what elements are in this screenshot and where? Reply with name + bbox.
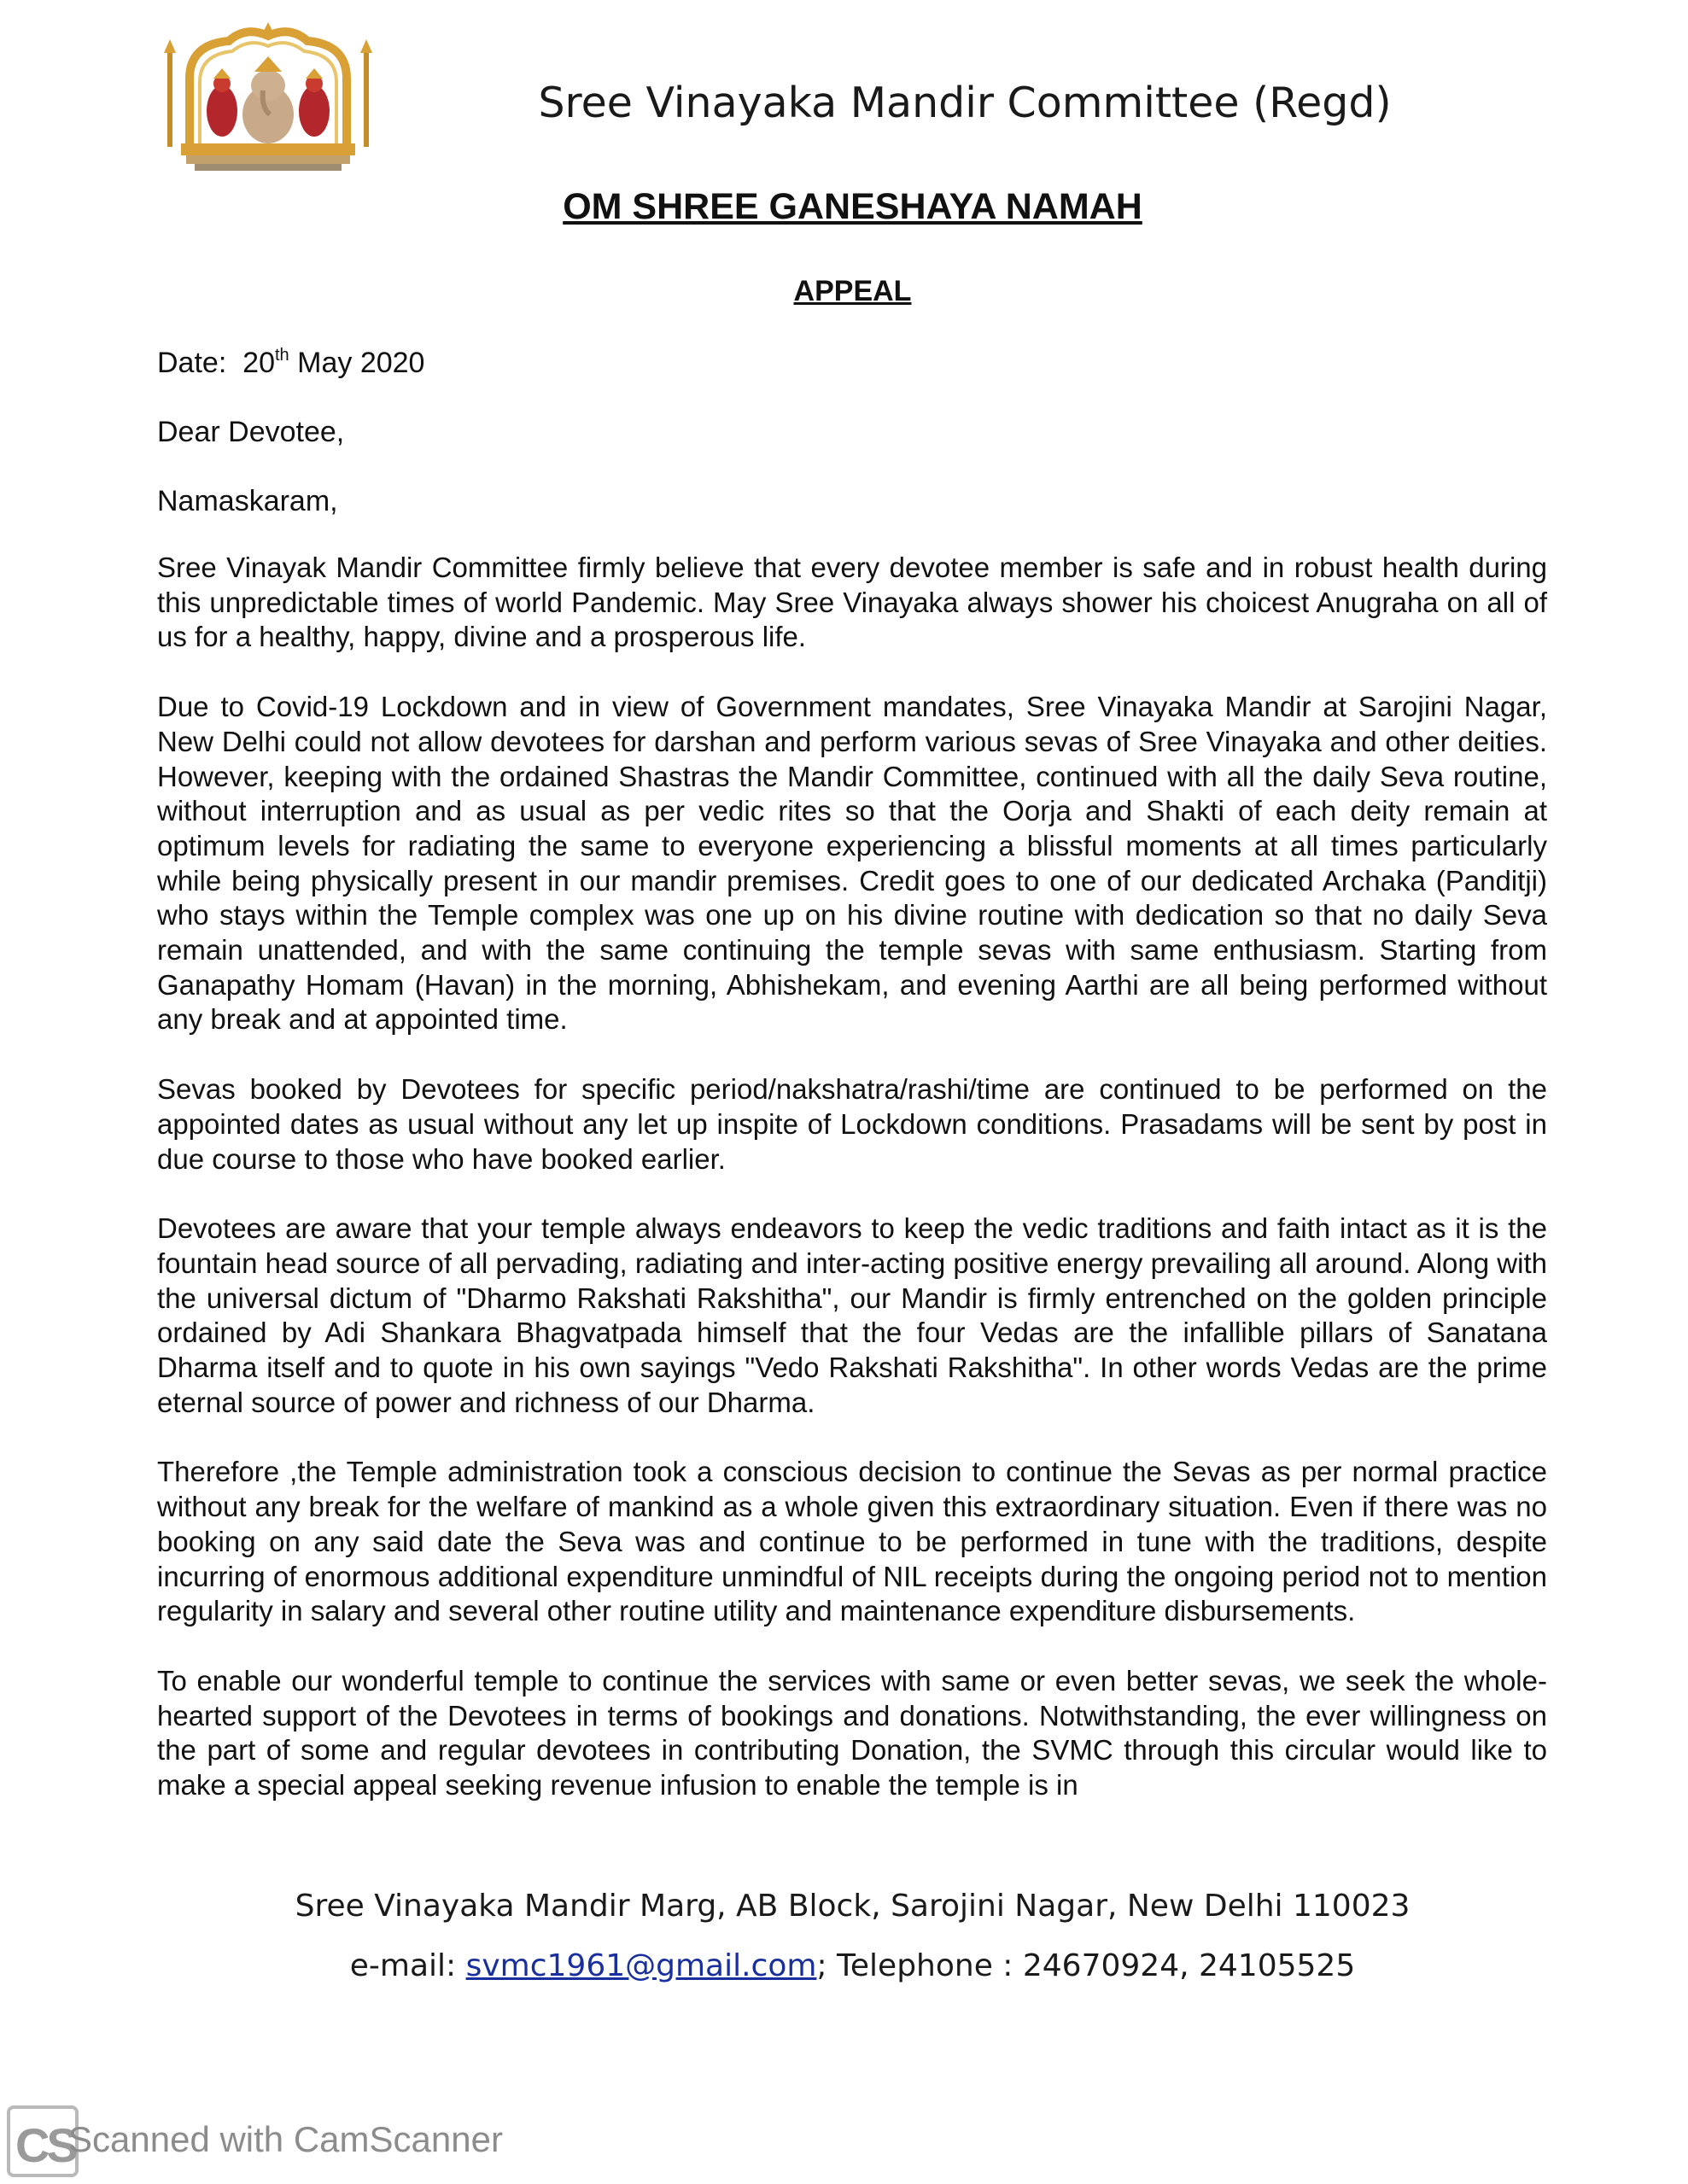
salutation: Namaskaram, xyxy=(157,485,338,517)
paragraph: Therefore ,the Temple administration took a conscious decision to continue the Sevas as per normal practice without any break for the welfare of mankind as a whole given this extraordinary situation. Even if there was no booking on any said date the Seva was and continue to be performed in tune with the traditions, despite incurring of enormous additional expenditure unmindful of NIL receipts during the ongoing period not to mention regularity in salary and several other routine utility and maintenance expenditure disbursements. xyxy=(157,1456,1547,1627)
paragraph: Sevas booked by Devotees for specific period/nakshatra/rashi/time are continued to be performed on the appointed dates as usual without any let up inspite of Lockdown conditions. Prasadams will be sent by post in due course to those who have booked earlier. xyxy=(157,1073,1547,1175)
watermark-text: Scanned with CamScanner xyxy=(68,2119,503,2159)
footer-contact xyxy=(0,1948,1688,1983)
phone-numbers: 24670924, 24105525 xyxy=(1022,1948,1356,1983)
paragraph: Sree Vinayak Mandir Committee firmly believe that every devotee member is safe and in robust health during this unpredictable times of world Pandemic. May Sree Vinayaka always shower his choicest Anugraha on all of us for a healthy, happy, divine and a prosperous life. xyxy=(157,552,1547,653)
page-subtitle: APPEAL xyxy=(793,275,912,307)
date-suffix: th xyxy=(275,346,289,365)
paragraph: To enable our wonderful temple to continue the services with same or even better sevas, we seek the whole-hearted support of the Devotees in terms of bookings and donations. Notwithstanding, the ever willingness on the part of some and regular devotees in contributing Donation, the SVMC through this circular would like to make a special appeal seeking revenue infusion to enable the temple is in xyxy=(157,1664,1547,1802)
phone-label: ; Telephone : xyxy=(816,1948,1023,1983)
page-title: OM SHREE GANESHAYA NAMAH xyxy=(563,186,1142,227)
email-label: e-mail: xyxy=(349,1948,466,1983)
date-day: 20 xyxy=(242,347,275,379)
letter-body xyxy=(157,551,1547,1838)
camscanner-icon-text: CS xyxy=(15,2118,75,2172)
letter-date xyxy=(157,343,424,382)
date-label: Date: xyxy=(157,347,227,379)
date-month-year: May 2020 xyxy=(297,347,425,379)
paragraph: Due to Covid-19 Lockdown and in view of Government mandates, Sree Vinayaka Mandir at Sarojini Nagar, New Delhi could not allow devotees for darshan and perform various sevas of Sree Vinayaka and other deities. However, keeping with the ordained Shastras the Mandir Committee, continued with all the daily Seva routine, without interruption and as usual as per vedic rites so that the Oorja and Shakti of each deity remain at optimum levels for radiating the same to everyone experiencing a blissful moments at all times particularly while being physically present in our mandir premises. Credit goes to one of our dedicated Archaka (Panditji) who stays within the Temple complex was one up on his divine routine with dedication so that no daily Seva remain unattended, and with the same continuing the temple sevas with same enthusiasm. Starting from Ganapathy Homam (Havan) in the morning, Abhishekam, and evening Aarthi are all being performed without any break and at appointed time. xyxy=(157,691,1547,1036)
footer-address: Sree Vinayaka Mandir Marg, AB Block, Sarojini Nagar, New Delhi 110023 xyxy=(295,1889,1411,1924)
temple-logo-icon xyxy=(161,19,376,172)
greeting: Dear Devotee, xyxy=(157,416,345,448)
org-name: Sree Vinayaka Mandir Committee (Regd) xyxy=(538,79,1392,127)
camscanner-watermark xyxy=(7,2102,519,2179)
email-link[interactable]: svmc1961@gmail.com xyxy=(465,1948,817,1983)
paragraph: Devotees are aware that your temple always endeavors to keep the vedic traditions and faith intact as it is the fountain head source of all pervading, radiating and inter-acting positive energy prevailing all around. Along with the universal dictum of "Dharmo Rakshati Rakshitha", our Mandir is firmly entrenched on the golden principle ordained by Adi Shankara Bhagvatpada himself that the four Vedas are the infallible pillars of Sanatana Dharma itself and to quote in his own sayings "Vedo Rakshati Rakshitha". In other words Vedas are the prime eternal source of power and richness of our Dharma. xyxy=(157,1212,1547,1418)
